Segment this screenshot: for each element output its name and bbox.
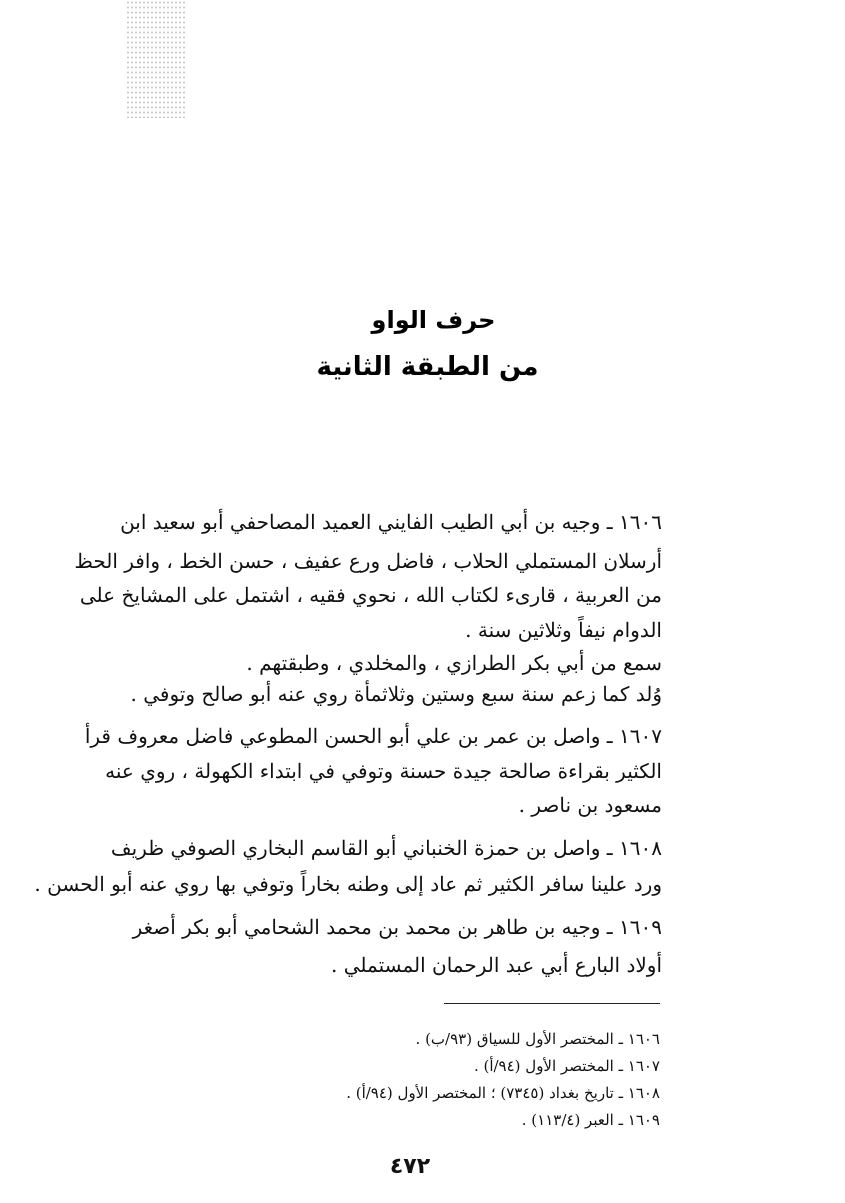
chapter-heading: حرف الواو <box>371 306 496 334</box>
entry-1609-line-1: ١٦٠٩ ـ وجيه بن طاهر بن محمد بن محمد الشحامي أبو بكر أصغر <box>132 915 662 939</box>
entry-1608-line-2: ورد علينا سافر الكثير ثم عاد إلى وطنه بخاراً وتوفي بها روي عنه أبو الحسن . <box>34 872 662 896</box>
footnote-1608: ١٦٠٨ ـ تاريخ بغداد (٧٣٤٥) ؛ المختصر الأول (٩٤/أ) . <box>346 1084 660 1102</box>
entry-1607-line-1: ١٦٠٧ ـ واصل بن عمر بن علي أبو الحسن المطوعي فاضل معروف قرأ <box>84 724 662 748</box>
entry-1607-line-2: الكثير بقراءة صالحة جيدة حسنة وتوفي في ابتداء الكهولة ، روي عنه <box>105 759 662 783</box>
entry-1606-line-2: أرسلان المستملي الحلاب ، فاضل ورع عفيف ، حسن الخط ، وافر الحظ <box>74 549 662 573</box>
page-number: ٤٧٢ <box>389 1154 431 1179</box>
entry-1606-line-3: من العربية ، قارىء لكتاب الله ، نحوي فقيه ، اشتمل على المشايخ على <box>79 583 662 607</box>
entry-1606-line-6: وُلد كما زعم سنة سبع وستين وثلاثمأة روي عنه أبو صالح وتوفي . <box>130 682 662 706</box>
entry-1609-line-2: أولاد البارع أبي عبد الرحمان المستملي . <box>331 953 662 977</box>
footnote-1606: ١٦٠٦ ـ المختصر الأول للسياق (٩٣/ب) . <box>415 1030 660 1048</box>
footnote-1609: ١٦٠٩ ـ العبر (١١٣/٤) . <box>521 1111 660 1129</box>
entry-1606-line-1: ١٦٠٦ ـ وجيه بن أبي الطيب الفايني العميد المصاحفي أبو سعيد ابن <box>120 510 662 534</box>
faded-library-stamp <box>126 0 186 118</box>
entry-1607-line-3: مسعود بن ناصر . <box>518 793 662 817</box>
entry-1606-line-4: الدوام نيفاً وثلاثين سنة . <box>465 618 662 642</box>
entry-1606-line-5: سمع من أبي بكر الطرازي ، والمخلدي ، وطبقتهم . <box>246 651 662 675</box>
chapter-subheading: من الطبقة الثانية <box>316 352 539 382</box>
entry-1608-line-1: ١٦٠٨ ـ واصل بن حمزة الخنباني أبو القاسم البخاري الصوفي ظريف <box>110 836 662 860</box>
footnote-separator <box>444 1003 660 1004</box>
footnote-1607: ١٦٠٧ ـ المختصر الأول (٩٤/أ) . <box>473 1057 660 1075</box>
